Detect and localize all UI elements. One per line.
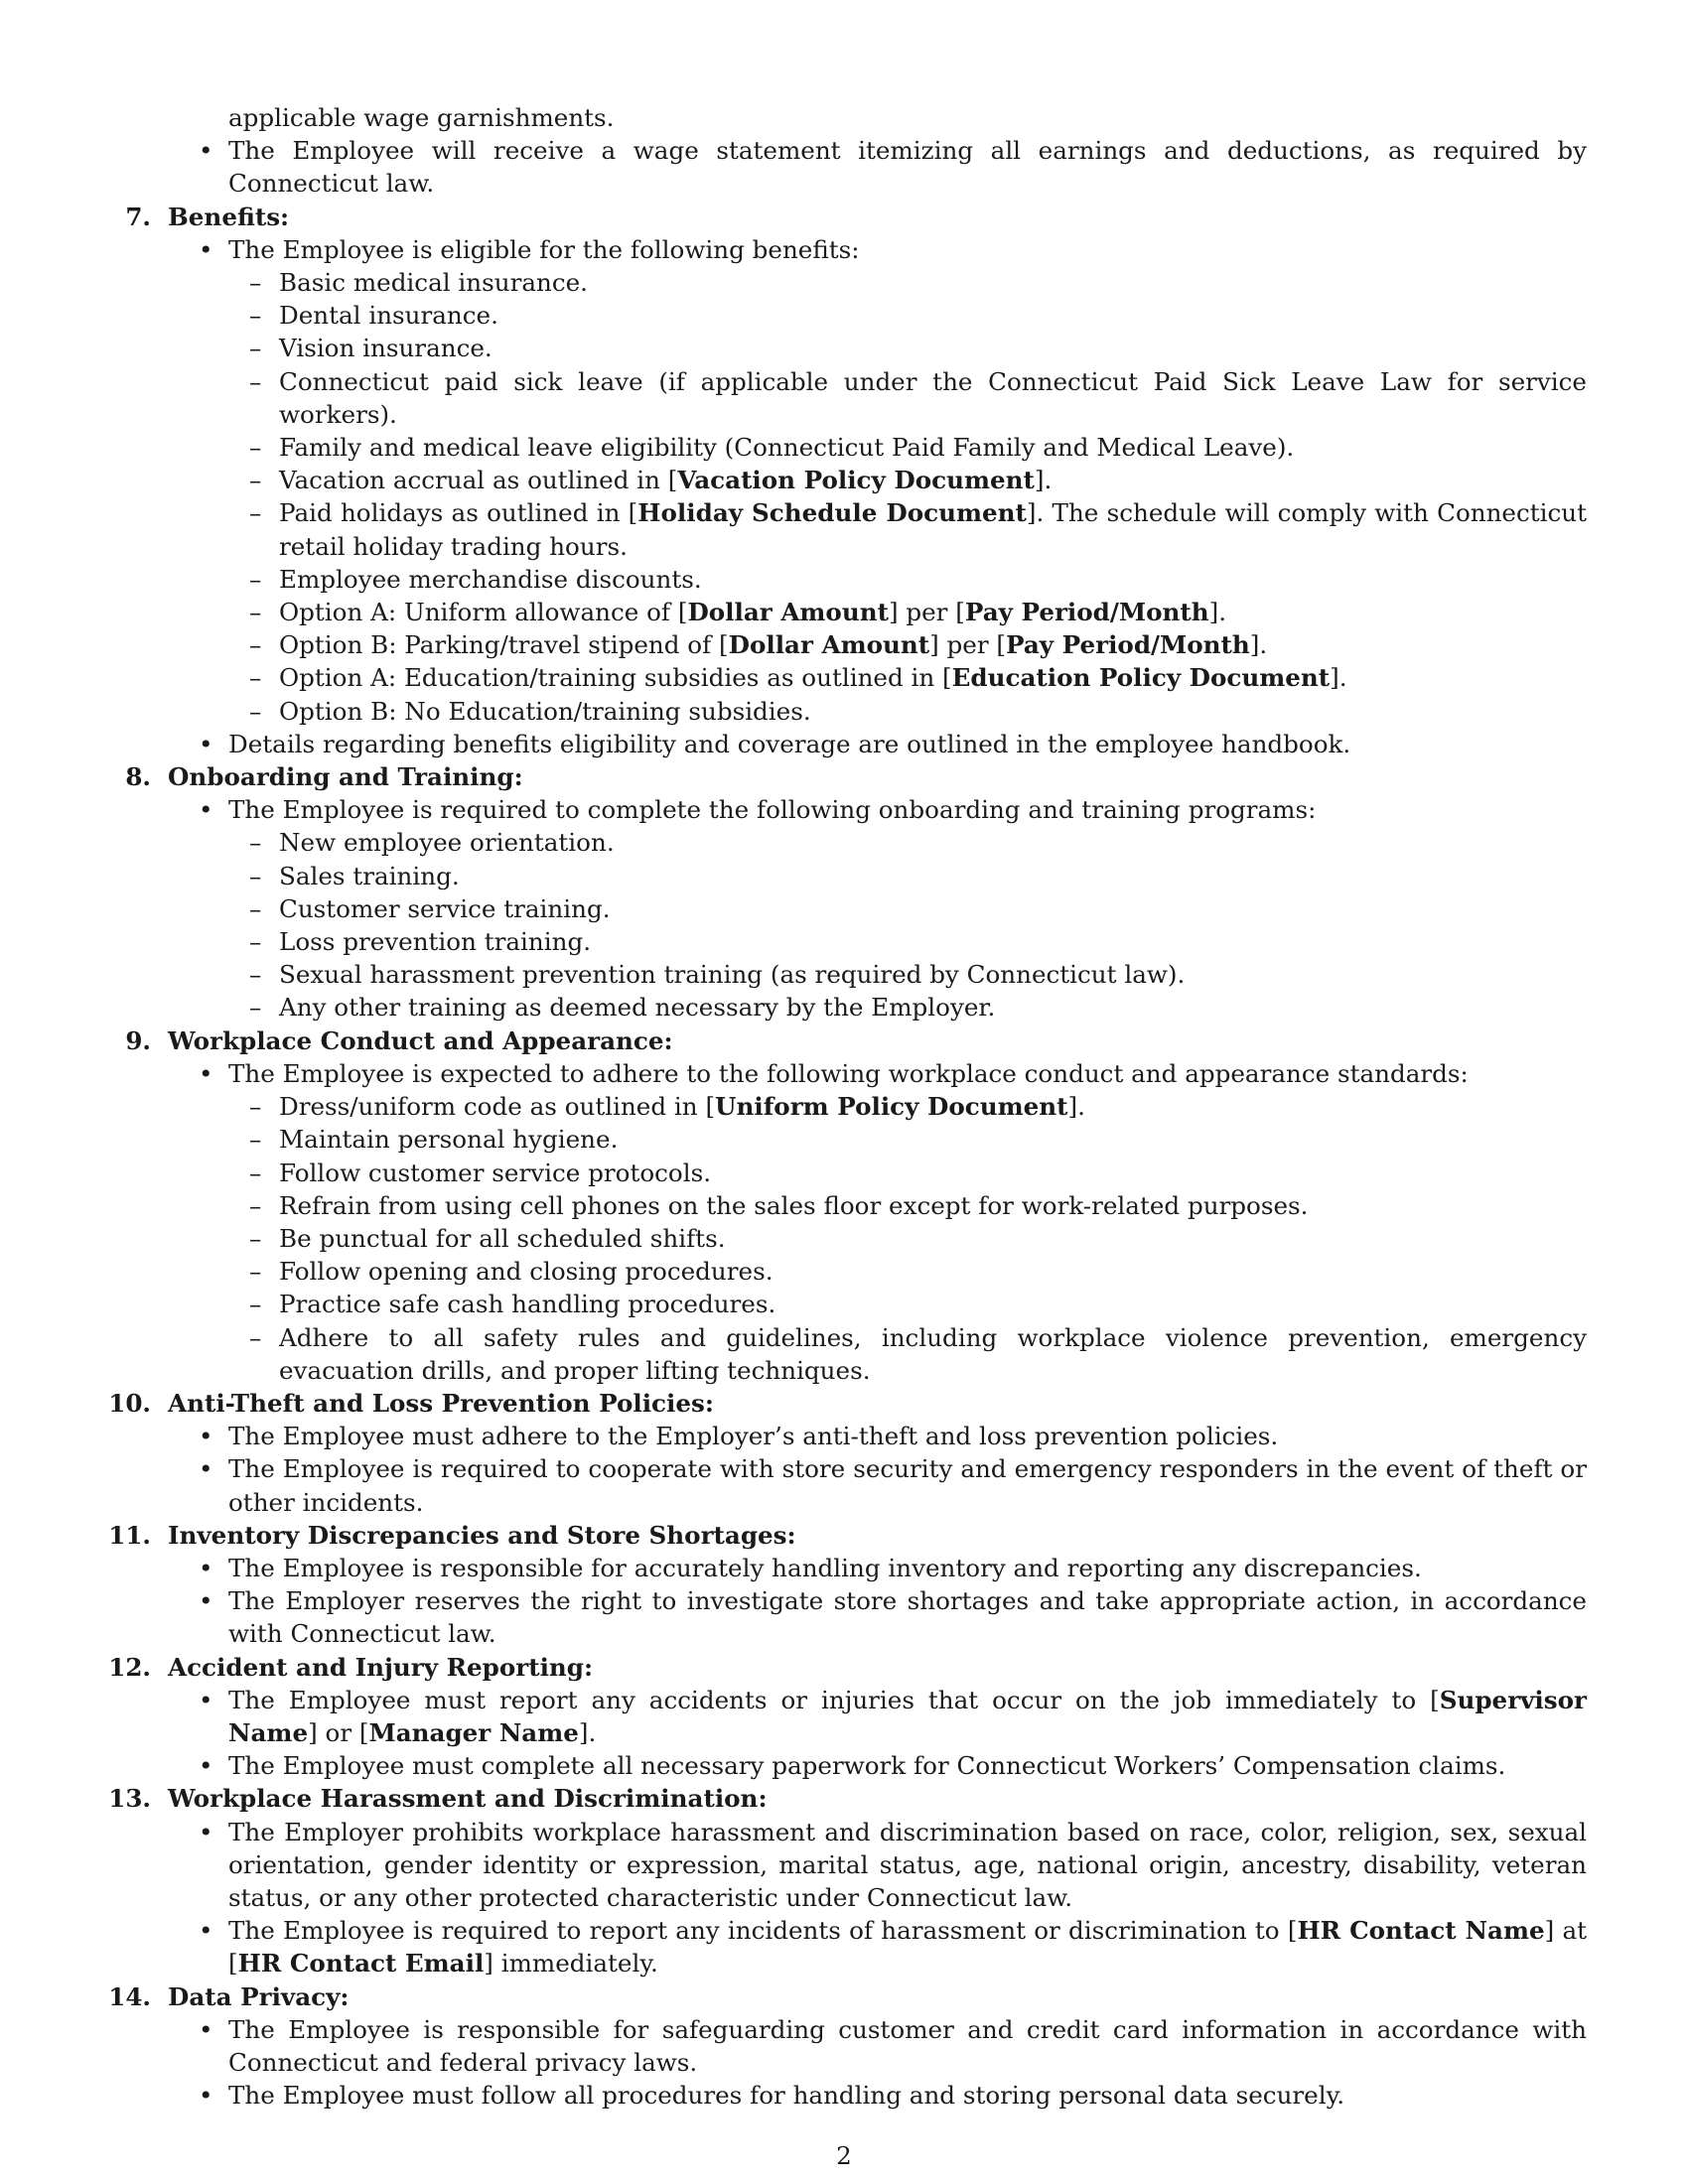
dash-marker: – [249,301,262,331]
bullet-item [199,134,1587,200]
item-text: The Employee must adhere to the Employer’s anti-theft and loss prevention policies. [228,1422,1279,1451]
dash-marker: – [249,893,262,923]
sub-bullet-item [249,266,1587,299]
item-text: New employee orientation. [279,828,615,858]
dash-marker: – [249,334,262,363]
sub-bullet-item [249,1222,1587,1255]
item-text: Option B: Parking/travel stipend of [ [279,630,729,660]
section-heading [125,1024,1688,1057]
section-title: Benefits: [168,202,290,231]
dash-marker: – [249,1092,262,1122]
dash-marker: – [249,598,262,627]
bullet-marker: • [199,1685,213,1714]
sub-bullet-item [249,958,1587,991]
placeholder-field: Holiday Schedule Document [637,498,1027,528]
item-text: ] immediately. [484,1949,658,1979]
bullet-marker: • [199,1817,213,1846]
sub-bullet-item [249,628,1587,661]
section-heading [125,201,1688,233]
sub-bullet-item [249,1321,1587,1387]
bullet-marker: • [199,1586,213,1616]
dash-marker: – [249,1290,262,1319]
bullet-item [199,1552,1587,1584]
bullet-item [199,1057,1587,1090]
item-text: Dress/uniform code as outlined in [ [279,1092,716,1122]
sub-bullet-item [249,1255,1587,1288]
bullet-marker: • [199,234,213,264]
bullet-marker: • [199,1058,213,1088]
item-text: Practice safe cash handling procedures. [279,1290,776,1319]
dash-marker: – [249,1125,262,1155]
placeholder-field: Manager Name [368,1717,579,1747]
item-text: The Employee will receive a wage statement itemizing all earnings and deductions, as required by Connecticut law. [228,136,1587,199]
dash-marker: – [249,564,262,594]
bullet-item [199,728,1587,760]
sub-bullet-item [249,991,1587,1024]
sub-bullet-item [249,1189,1587,1222]
bullet-marker: • [199,1916,213,1946]
page-number: 2 [836,2141,852,2170]
item-text: The Employee must complete all necessary paperwork for Connecticut Workers’ Compensation claims. [228,1751,1506,1781]
section-number: 12. [108,1652,151,1682]
dash-marker: – [249,861,262,890]
bullet-item [199,1684,1587,1749]
sub-bullet-item [249,860,1587,892]
dash-marker: – [249,466,262,495]
placeholder-field: Vacation Policy Document [677,466,1035,495]
document-body [0,101,1688,2112]
item-text: Connecticut paid sick leave (if applicable under the Connecticut Paid Sick Leave Law for service workers). [279,366,1587,429]
bullet-item [228,101,1587,134]
placeholder-field: Dollar Amount [687,598,889,627]
sub-bullet-item [249,892,1587,925]
dash-marker: – [249,1223,262,1253]
bullet-item [199,1749,1587,1782]
dash-marker: – [249,927,262,957]
item-text: Vacation accrual as outlined in [ [279,466,678,495]
item-text: Follow customer service protocols. [279,1158,712,1187]
item-text: The Employer prohibits workplace harassment and discrimination based on race, color, religion, sex, sexual orientation, gender identity or expression, marital status, age, national origin, ancestry, disability, veteran status, or any other protected characteristic under Connecticut law. [228,1817,1587,1912]
item-text: Loss prevention training. [279,927,592,957]
sub-bullet-item [249,464,1587,496]
item-text: Refrain from using cell phones on the sales floor except for work-related purposes. [279,1190,1309,1220]
bullet-marker: • [199,1454,213,1484]
bullet-marker: • [199,2081,213,2111]
placeholder-field: Pay Period/Month [964,598,1209,627]
item-text: Customer service training. [279,893,611,923]
item-text: ]. The schedule will comply with Connecticut retail holiday trading hours. [279,498,1588,561]
placeholder-field: Pay Period/Month [1006,630,1250,660]
bullet-item [199,793,1587,826]
bullet-item [199,1452,1587,1518]
section-heading [108,1980,1688,2013]
dash-marker: – [249,663,262,693]
placeholder-field: Uniform Policy Document [715,1092,1068,1122]
item-text: Be punctual for all scheduled shifts. [279,1223,726,1253]
sub-bullet-item [249,661,1587,694]
dash-marker: – [249,960,262,990]
bullet-item [199,1914,1587,1979]
item-text: Basic medical insurance. [279,268,588,298]
section-title: Anti-Theft and Loss Prevention Policies: [168,1388,714,1418]
section-title: Data Privacy: [168,1981,350,2011]
item-text: Sales training. [279,861,460,890]
sub-bullet-item [249,596,1587,628]
bullet-marker: • [199,1751,213,1781]
dash-marker: – [249,498,262,528]
item-text: Dental insurance. [279,301,498,331]
placeholder-field: Dollar Amount [728,630,930,660]
bullet-marker: • [199,2014,213,2044]
dash-marker: – [249,1322,262,1352]
sub-bullet-item [249,431,1587,464]
section-heading [108,1519,1688,1552]
dash-marker: – [249,433,262,463]
item-text: Maintain personal hygiene. [279,1125,619,1155]
item-text: Employee merchandise discounts. [279,564,702,594]
section-title: Onboarding and Training: [168,762,523,792]
bullet-marker: • [199,136,213,166]
sub-bullet-item [249,1157,1587,1189]
section-heading [125,760,1688,793]
dash-marker: – [249,1190,262,1220]
item-text: The Employee is required to complete the following onboarding and training programs: [228,795,1317,825]
section-title: Accident and Injury Reporting: [168,1652,594,1682]
bullet-item [199,1816,1587,1915]
bullet-marker: • [199,729,213,758]
placeholder-field: HR Contact Name [1297,1916,1545,1946]
dash-marker: – [249,993,262,1023]
item-text: The Employee is required to cooperate with store security and emergency responders in the event of theft or other incidents. [228,1454,1587,1517]
sub-bullet-item [249,332,1587,364]
section-number: 11. [108,1520,151,1550]
section-number: 9. [125,1025,151,1055]
item-text: Vision insurance. [279,334,492,363]
bullet-item [199,1584,1587,1650]
item-text: The Employee is responsible for accurately handling inventory and reporting any discrepancies. [228,1553,1422,1582]
item-text: ] at [ [228,1916,1587,1979]
item-text: applicable wage garnishments. [228,103,615,132]
placeholder-field: HR Contact Email [237,1949,485,1979]
item-text: Option A: Education/training subsidies as outlined in [ [279,663,952,693]
section-heading [108,1387,1688,1420]
sub-bullet-item [249,365,1587,431]
sub-bullet-item [249,1123,1587,1156]
section-heading [108,1651,1688,1684]
item-text: Option B: No Education/training subsidies. [279,696,811,726]
bullet-item [199,1420,1587,1452]
sub-bullet-item [249,1090,1587,1123]
dash-marker: – [249,1158,262,1187]
item-text: Family and medical leave eligibility (Connecticut Paid Family and Medical Leave). [279,433,1295,463]
placeholder-field: Supervisor Name [228,1685,1587,1747]
bullet-marker: • [199,795,213,825]
item-text: ]. [1034,466,1053,495]
section-heading [108,1782,1688,1815]
section-number: 13. [108,1784,151,1814]
item-text: The Employee is eligible for the following benefits: [228,234,860,264]
item-text: ]. [1067,1092,1085,1122]
sub-bullet-item [249,826,1587,859]
section-number: 7. [125,202,151,231]
item-text: ] or [ [308,1717,369,1747]
item-text: The Employee is expected to adhere to the following workplace conduct and appearance standards: [228,1058,1469,1088]
item-text: Adhere to all safety rules and guidelines, including workplace violence prevention, emergency evacuation drills, and proper lifting techniques. [279,1322,1587,1385]
item-text: ] per [ [929,630,1007,660]
bullet-marker: • [199,1422,213,1451]
item-text: Follow opening and closing procedures. [279,1257,774,1287]
dash-marker: – [249,1257,262,1287]
section-title: Inventory Discrepancies and Store Shortages: [168,1520,796,1550]
item-text: The Employee is required to report any incidents of harassment or discrimination to [ [228,1916,1298,1946]
item-text: The Employer reserves the right to investigate store shortages and take appropriate action, in accordance with Connecticut law. [228,1586,1587,1649]
sub-bullet-item [249,925,1587,958]
dash-marker: – [249,268,262,298]
item-text: Paid holidays as outlined in [ [279,498,638,528]
item-text: The Employee is responsible for safeguarding customer and credit card information in accordance with Connecticut and federal privacy laws. [228,2014,1587,2077]
bullet-item [199,2013,1587,2079]
sub-bullet-item [249,299,1587,332]
placeholder-field: Education Policy Document [951,663,1331,693]
dash-marker: – [249,696,262,726]
sub-bullet-item [249,496,1588,562]
section-title: Workplace Harassment and Discrimination: [168,1784,768,1814]
bullet-marker: • [199,1553,213,1582]
section-number: 14. [108,1981,151,2011]
section-number: 8. [125,762,151,792]
dash-marker: – [249,366,262,396]
item-text: ]. [1249,630,1268,660]
item-text: The Employee must report any accidents or injuries that occur on the job immediately to [ [228,1685,1440,1714]
item-text: ]. [1330,663,1347,693]
sub-bullet-item [249,1288,1587,1320]
item-text: The Employee must follow all procedures for handling and storing personal data securely. [228,2081,1345,2111]
item-text: Option A: Uniform allowance of [ [279,598,688,627]
item-text: ] per [ [888,598,965,627]
sub-bullet-item [249,563,1587,596]
item-text: Sexual harassment prevention training (as required by Connecticut law). [279,960,1186,990]
bullet-item [199,233,1587,266]
bullet-item [199,2079,1587,2112]
dash-marker: – [249,828,262,858]
dash-marker: – [249,630,262,660]
item-text: Details regarding benefits eligibility and coverage are outlined in the employee handbook. [228,729,1351,758]
item-text: Any other training as deemed necessary by the Employer. [279,993,996,1023]
sub-bullet-item [249,695,1587,728]
item-text: ]. [578,1717,597,1747]
section-title: Workplace Conduct and Appearance: [168,1025,673,1055]
item-text: ]. [1208,598,1227,627]
section-number: 10. [108,1388,151,1418]
